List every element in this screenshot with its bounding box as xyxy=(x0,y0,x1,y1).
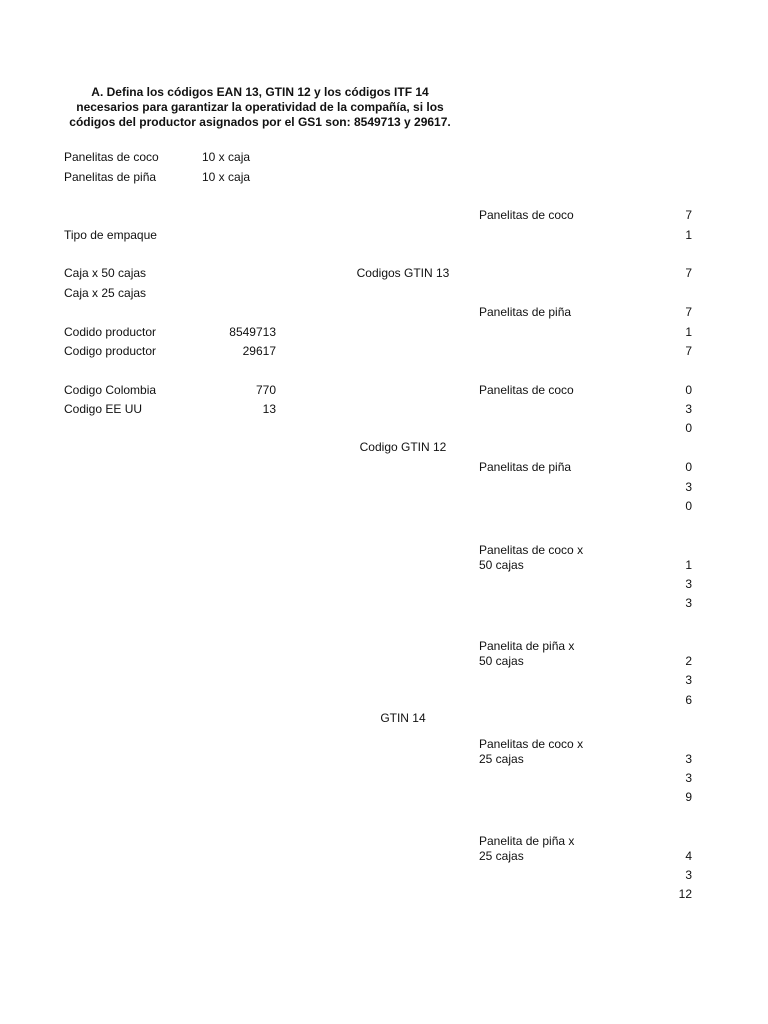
digit-value: 9 xyxy=(685,790,692,804)
product-pack: 10 x caja xyxy=(202,170,251,184)
digit-value: 3 xyxy=(685,868,692,882)
right-label: Panelitas de coco xyxy=(479,208,574,222)
digit-value: 3 xyxy=(685,752,692,766)
digit-value: 3 xyxy=(685,577,692,591)
digit-value: 0 xyxy=(685,460,692,474)
page-title xyxy=(40,85,480,130)
digit-value: 1 xyxy=(685,228,692,242)
product-pack: 10 x caja xyxy=(202,150,251,164)
right-label: 50 cajas xyxy=(479,558,524,572)
productor-label: Codigo productor xyxy=(64,344,157,358)
pais-value: 770 xyxy=(255,383,276,397)
caja-option: Caja x 25 cajas xyxy=(64,286,147,300)
productor-label: Codido productor xyxy=(64,325,157,339)
digit-value: 0 xyxy=(685,499,692,513)
title-line-1: A. Defina los códigos EAN 13, GTIN 12 y los códigos ITF 14 xyxy=(91,85,429,99)
digit-value: 3 xyxy=(685,771,692,785)
right-label: Panelitas de piña xyxy=(479,305,572,319)
caja-option: Caja x 50 cajas xyxy=(64,266,147,280)
right-label: Panelitas de coco xyxy=(479,383,574,397)
right-label: Panelita de piña x xyxy=(479,834,575,848)
digit-value: 3 xyxy=(685,480,692,494)
pais-label: Codigo EE UU xyxy=(64,402,143,416)
productor-value: 8549713 xyxy=(229,325,276,339)
title-line-2: necesarios para garantizar la operatividad de la compañía, si los xyxy=(76,100,444,114)
digit-value: 7 xyxy=(685,266,692,280)
section-gtin13: Codigos GTIN 13 xyxy=(356,266,450,280)
tipo-empaque-label: Tipo de empaque xyxy=(64,228,157,242)
right-label: Panelita de piña x xyxy=(479,639,575,653)
digit-value: 6 xyxy=(685,693,692,707)
digit-value: 1 xyxy=(685,558,692,572)
title-line-3: códigos del productor asignados por el GS1 son: 8549713 y 29617. xyxy=(69,115,451,129)
right-label: Panelitas de coco x xyxy=(479,737,584,751)
section-gtin14: GTIN 14 xyxy=(380,711,426,725)
digit-value: 7 xyxy=(685,344,692,358)
digit-value: 1 xyxy=(685,325,692,339)
product-name: Panelitas de piña xyxy=(64,170,157,184)
digit-value: 2 xyxy=(685,654,692,668)
pais-label: Codigo Colombia xyxy=(64,383,157,397)
right-label: Panelitas de coco x xyxy=(479,543,584,557)
productor-value: 29617 xyxy=(242,344,276,358)
digit-value: 7 xyxy=(685,305,692,319)
right-label: 50 cajas xyxy=(479,654,524,668)
digit-value: 0 xyxy=(685,421,692,435)
digit-value: 7 xyxy=(685,208,692,222)
digit-value: 4 xyxy=(685,849,692,863)
digit-value: 3 xyxy=(685,596,692,610)
digit-value: 12 xyxy=(678,887,692,901)
right-label: 25 cajas xyxy=(479,849,524,863)
product-name: Panelitas de coco xyxy=(64,150,159,164)
right-label: Panelitas de piña xyxy=(479,460,572,474)
pais-value: 13 xyxy=(262,402,276,416)
digit-value: 3 xyxy=(685,402,692,416)
digit-value: 0 xyxy=(685,383,692,397)
section-gtin12: Codigo GTIN 12 xyxy=(359,440,447,454)
digit-value: 3 xyxy=(685,673,692,687)
right-label: 25 cajas xyxy=(479,752,524,766)
